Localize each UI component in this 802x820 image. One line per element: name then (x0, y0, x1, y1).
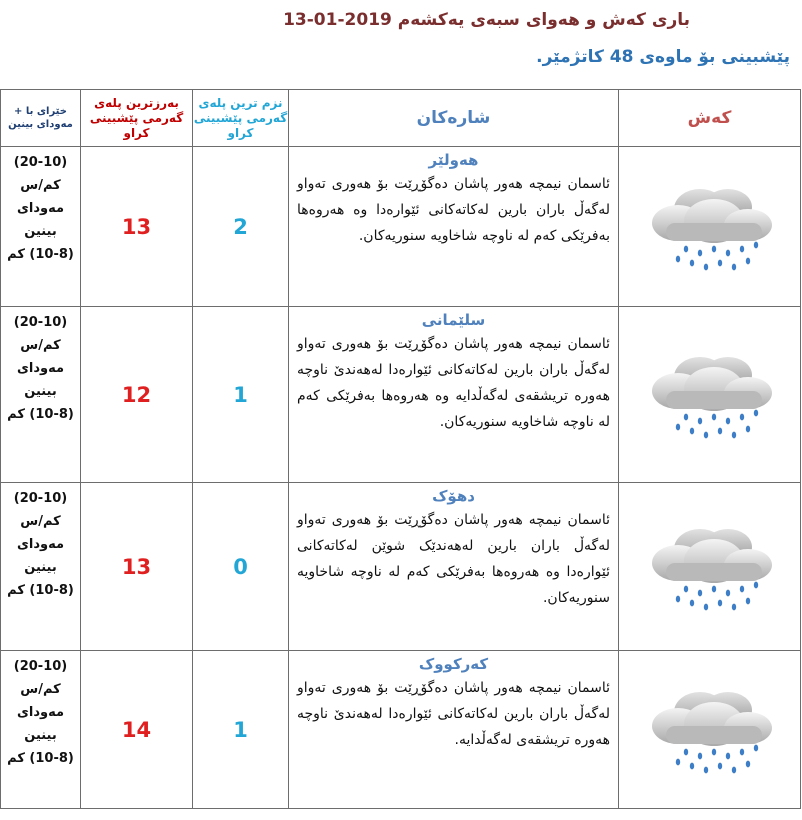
max-temp-cell: 13 (81, 147, 193, 307)
wind-visibility-cell (1, 307, 81, 483)
visibility-range: (10-8) کم (7, 583, 74, 598)
col-header-city: شارەکان (289, 90, 619, 147)
cloud-rain-graphic (642, 179, 778, 275)
forecast-description: ئاسمان نیمچە هەور پاشان دەگۆڕێت بۆ هەوری تەواو لەگەڵ باران بارین لەهەندێک شوێن لەکاتەکانی ئێوارەدا وە هەروەها بەفرێکی کەم لە ناوچە شاخاویە سنوریەکان. (297, 512, 610, 606)
min-temp-cell: 1 (193, 651, 289, 809)
cloud-rain-graphic (642, 682, 778, 778)
city-name: سلێمانی (421, 311, 486, 329)
forecast-description: ئاسمان نیمچە هەور پاشان دەگۆڕێت بۆ هەوری تەواو لەگەڵ باران بارین لەکاتەکانی ئێوارەدا لەهەندێ ناوچە هەورە تریشقەی لەگەڵدایە وە هەروەها بەفرێکی کەم لە ناوچە شاخاویە سنوریەکان. (297, 336, 610, 430)
table-row (1, 651, 801, 809)
col-header-weather: کەش (619, 90, 801, 147)
table-row (1, 307, 801, 483)
forecast-description: ئاسمان نیمچە هەور پاشان دەگۆڕێت بۆ هەوری تەواو لەگەڵ باران بارین لەکاتەکانی ئێوارەدا وە هەروەها بەفرێکی کەم لە ناوچە شاخاویە سنوریەکان. (297, 176, 610, 244)
city-forecast-cell (289, 307, 619, 483)
weather-icon-cell (619, 147, 801, 307)
weather-icon-cell (619, 651, 801, 809)
forecast-table (0, 89, 801, 809)
title-text: باری کەش و هەوای سبەی یەکشەم (397, 10, 690, 30)
cloud-rain-icon (619, 347, 800, 443)
wind-visibility-cell (1, 483, 81, 651)
col-header-min-temp: نزم ترین پلەی گەرمی پێشبینی کراو (193, 90, 289, 147)
city-name: دهۆک (432, 487, 475, 505)
wind-speed: (20-10) کم/س (13, 659, 68, 697)
city-name: هەولێر (428, 151, 479, 169)
min-temp-cell: 1 (193, 307, 289, 483)
table-row (1, 147, 801, 307)
weather-icon-cell (619, 483, 801, 651)
table-header-row (1, 90, 801, 147)
city-name: کەرکووک (418, 655, 489, 673)
wind-speed: (20-10) کم/س (13, 155, 68, 193)
table-row (1, 483, 801, 651)
cloud-rain-graphic (642, 519, 778, 615)
wind-speed: (20-10) کم/س (13, 315, 68, 353)
visibility-label: مەودای بینین (16, 361, 65, 399)
col-header-max-temp: بەرزترین پلەی گەرمی پێشبینی کراو (81, 90, 193, 147)
cloud-rain-icon (619, 519, 800, 615)
min-temp-cell: 2 (193, 147, 289, 307)
visibility-label: مەودای بینین (16, 705, 65, 743)
weather-icon-cell (619, 307, 801, 483)
visibility-range: (10-8) کم (7, 407, 74, 422)
visibility-label: مەودای بینین (16, 537, 65, 575)
wind-speed: (20-10) کم/س (13, 491, 68, 529)
max-temp-cell: 12 (81, 307, 193, 483)
wind-visibility-cell (1, 147, 81, 307)
cloud-rain-graphic (642, 347, 778, 443)
visibility-range: (10-8) کم (7, 247, 74, 262)
max-temp-cell: 14 (81, 651, 193, 809)
city-forecast-cell (289, 651, 619, 809)
col-header-wind: خێرای با + مەودای بینین (1, 90, 81, 147)
wind-visibility-cell (1, 651, 81, 809)
page-title (273, 10, 690, 30)
cloud-rain-icon (619, 179, 800, 275)
min-temp-cell: 0 (193, 483, 289, 651)
city-forecast-cell (289, 147, 619, 307)
forecast-date: 2019-01-13 (283, 10, 392, 30)
page-subtitle: پێشبینی بۆ ماوەی 48 کاتژمێر. (536, 47, 790, 67)
city-forecast-cell (289, 483, 619, 651)
visibility-range: (10-8) کم (7, 751, 74, 766)
forecast-description: ئاسمان نیمچە هەور پاشان دەگۆڕێت بۆ هەوری تەواو لەگەڵ باران بارین لەکاتەکانی ئێوارەدا لەهەندێ ناوچە هەورە تریشقەی لەگەڵدایە. (297, 680, 610, 748)
visibility-label: مەودای بینین (16, 201, 65, 239)
cloud-rain-icon (619, 682, 800, 778)
max-temp-cell: 13 (81, 483, 193, 651)
